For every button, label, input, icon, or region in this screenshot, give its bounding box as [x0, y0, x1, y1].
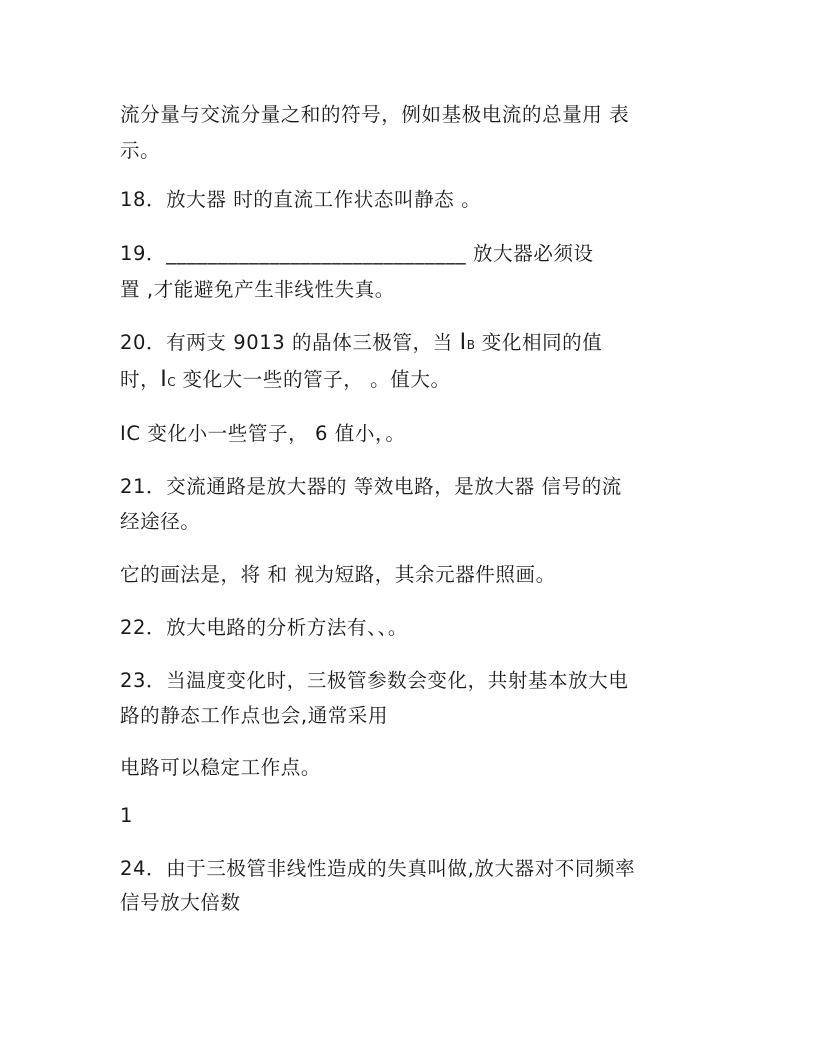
question-24-cont: 信号放大倍数 — [120, 891, 241, 914]
subscript-c: C — [167, 375, 176, 389]
current-symbol-i-2: I — [160, 367, 168, 392]
question-20-text: 20．有两支 9013 的晶体三极管，当 — [120, 331, 453, 354]
question-23-cont: 路的静态工作点也会,通常采用 — [120, 704, 389, 727]
text-line-method: 它的画法是，将 和 视为短路，其余元器件照画。 — [120, 563, 556, 586]
page-number: 1 — [120, 804, 134, 827]
question-23: 23．当温度变化时，三极管参数会变化，共射基本放大电 — [120, 669, 629, 692]
question-24: 24．由于三极管非线性造成的失真叫做,放大器对不同频率 — [120, 857, 636, 880]
text-line-2: 示。 — [120, 139, 161, 162]
question-18: 18．放大器 时的直流工作状态叫静态 。 — [120, 188, 482, 211]
text-line-ic: IC 变化小一些管子， 6 值小，。 — [120, 422, 406, 445]
question-20-cont-start: 时， — [120, 368, 161, 391]
question-19: 19．_____________________________ 放大器必须设 — [120, 242, 594, 265]
question-21-cont: 经途径。 — [120, 510, 201, 533]
question-20-end: 变化相同的值 — [474, 331, 603, 354]
question-20-cont — [120, 366, 451, 396]
question-22: 22．放大电路的分析方法有、、。 — [120, 616, 408, 639]
text-line-circuit: 电路可以稳定工作点。 — [120, 756, 322, 779]
text-line-1: 流分量与交流分量之和的符号，例如基极电流的总量用 表 — [120, 103, 630, 126]
question-20-cont-end: 变化大一些的管子， 。值大。 — [175, 368, 451, 391]
subscript-b: B — [466, 338, 475, 352]
question-19-cont: 置 ,才能避免产生非线性失真。 — [120, 278, 395, 301]
current-symbol-i: I — [459, 330, 467, 355]
question-20 — [120, 329, 602, 359]
question-21: 21．交流通路是放大器的 等效电路，是放大器 信号的流 — [120, 475, 622, 498]
